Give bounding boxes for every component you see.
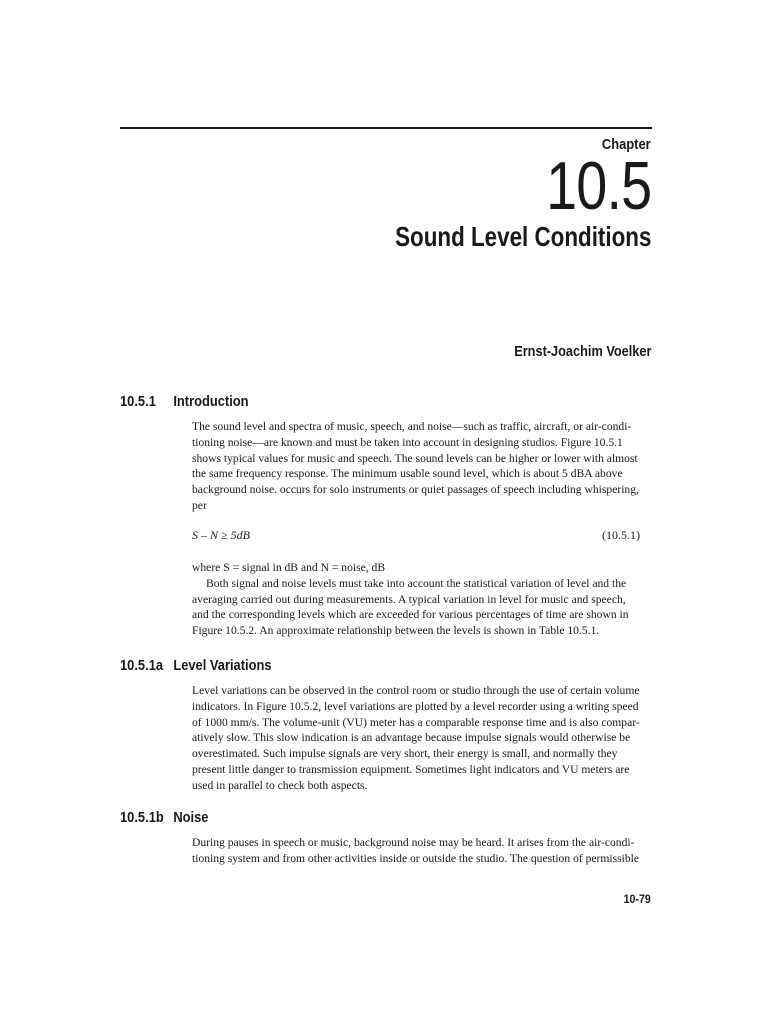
text-line: the same frequency response. The minimum usable sound level, which is about 5 dBA above [192,467,623,481]
text-line: background noise. occurs for solo instruments or quiet passages of speech including whispering, [192,483,639,497]
text-line: shows typical values for music and speech. The sound levels can be higher or lower with almost [192,451,638,465]
page-number: 10-79 [623,892,651,906]
text-line: of 1000 mm/s. The volume-unit (VU) meter has a comparable response time and is also compar- [192,715,640,729]
chapter-title: Sound Level Conditions [394,221,651,252]
text-line: tioning noise—are known and must be taken into account in designing studios. Figure 10.5.1 [192,435,623,449]
chapter-author: Ernst-Joachim Voelker [513,343,651,360]
text-line: per [192,498,207,512]
text-line: atively slow. This slow indication is an advantage because impulse signals would otherwise be [192,731,631,745]
section-title: Level Variations [173,657,272,674]
text-line: Both signal and noise levels must take into account the statistical variation of level and the [206,576,627,590]
section-number: 10.5.1b [120,809,164,826]
section-heading-introduction [120,393,249,410]
text-line: The sound level and spectra of music, speech, and noise—such as traffic, aircraft, or air-condi- [192,420,632,433]
text-line: averaging carried out during measurements. A typical variation in level for music and speech, [192,592,626,606]
chapter-number: 10.5 [545,148,651,224]
chapter-rule [120,127,652,129]
section-title: Introduction [173,393,249,410]
equation-10-5-1 [192,528,640,546]
text-line: and the corresponding levels which are exceeded for various percentages of time are shown in [192,608,629,622]
equation-expression: S – N ≥ 5dB [192,528,250,542]
text-line: overestimated. Such impulse signals are very short, their energy is small, and normally they [192,747,618,761]
where-line: where S = signal in dB and N = noise, dB [192,561,386,574]
section-title: Noise [173,809,209,826]
text-line: During pauses in speech or music, background noise may be heard. It arises from the air-condi- [192,836,635,849]
section-number: 10.5.1 [120,393,156,410]
level-variations-paragraph [192,683,652,794]
section-heading-level-variations [120,657,272,674]
equation-number: (10.5.1) [602,528,640,542]
text-line: Level variations can be observed in the control room or studio through the use of certain volume [192,684,640,697]
section-heading-noise [120,809,208,826]
text-line: tioning system and from other activities inside or outside the studio. The question of permissible [192,851,640,865]
text-line: Figure 10.5.2. An approximate relationship between the levels is shown in Table 10.5.1. [192,624,600,638]
text-line: present little danger to transmission equipment. Sometimes light indicators and VU meters are [192,762,630,776]
noise-paragraph [192,835,652,867]
section-number: 10.5.1a [120,657,164,674]
text-line: indicators. In Figure 10.5.2, level variations are plotted by a level recorder using a writing speed [192,699,639,713]
intro-paragraph-continued [192,560,652,639]
text-line: used in parallel to check both aspects. [192,778,368,792]
chapter-label: Chapter [602,136,651,153]
intro-paragraph [192,419,652,514]
